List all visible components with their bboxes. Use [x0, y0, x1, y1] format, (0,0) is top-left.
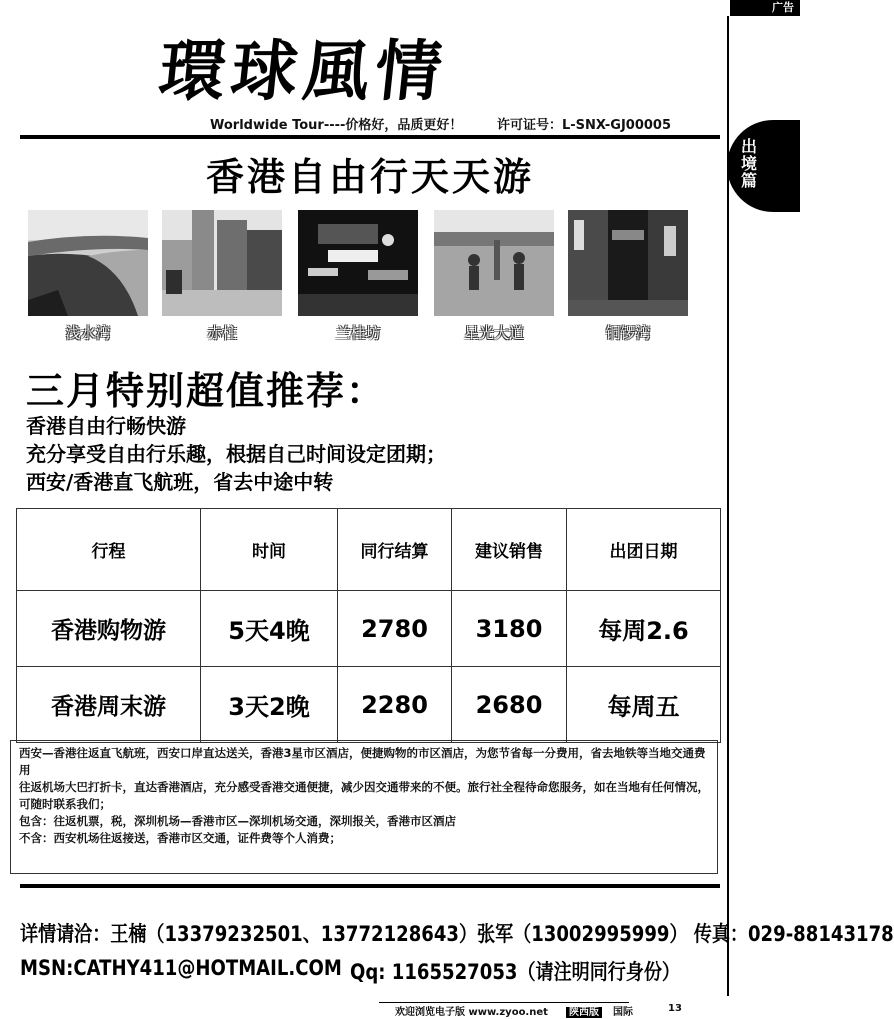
table-cell: 5天4晚: [201, 591, 338, 667]
edition-badge: 陕西版: [566, 1007, 602, 1018]
avenue-photo: [434, 210, 554, 316]
table-cell: 3180: [452, 591, 567, 667]
shopping-street-photo: [568, 210, 688, 316]
footer-section: 国际: [613, 1007, 633, 1018]
price-table: [16, 508, 721, 743]
table-cell: 2280: [338, 667, 452, 743]
column-header: 时间: [201, 509, 338, 591]
header-rule: [20, 135, 720, 139]
promo-title: 三月特别超值推荐：: [26, 369, 387, 413]
photo-caption: 兰桂坊: [335, 324, 381, 342]
page-number: 13: [668, 1003, 682, 1014]
table-cell: 2680: [452, 667, 567, 743]
photo-caption: 星光大道: [463, 324, 524, 342]
table-cell: 3天2晚: [201, 667, 338, 743]
table-cell: 每周五: [567, 667, 721, 743]
table-cell: 香港购物游: [17, 591, 201, 667]
contact-line: 详情请洽：王楠（13379232501、13772128643）张军（13002995999） 传真：029-88143178: [20, 922, 894, 946]
contact-rule: [20, 884, 720, 888]
table-cell: 2780: [338, 591, 452, 667]
street-photo: [162, 210, 282, 316]
promo-line: 香港自由行畅快游: [26, 414, 186, 438]
nightlife-photo: [298, 210, 418, 316]
photo-caption: 铜锣湾: [605, 324, 651, 342]
column-header: 建议销售: [452, 509, 567, 591]
table-header-row: [17, 509, 721, 591]
beach-photo: [28, 210, 148, 316]
ad-tag: 广告: [730, 0, 800, 16]
note-line: 往返机场大巴打折卡，直达香港酒店，充分感受香港交通便捷，减少因交通带来的不便。旅行社全程待命您服务，如在当地有任何情况，可随时联系我们；: [19, 780, 709, 811]
tour-notes: [10, 740, 718, 874]
note-line: 不含：西安机场往返接送，香港市区交通，证件费等个人消费；: [19, 831, 341, 845]
column-header: 行程: [17, 509, 201, 591]
license-number: 许可证号：L-SNX-GJ00005: [497, 118, 672, 133]
photo-caption: 浅水湾: [65, 324, 111, 342]
promo-line: 充分享受自由行乐趣，根据自己时间设定团期；: [26, 442, 446, 466]
table-row: [17, 667, 721, 743]
footer-edition-badge: [566, 1003, 602, 1019]
column-header: 同行结算: [338, 509, 452, 591]
photo-caption: 赤柱: [206, 324, 237, 342]
footer-site: 欢迎浏览电子版 www.zyoo.net: [395, 1007, 548, 1018]
column-header: 出团日期: [567, 509, 721, 591]
msn-contact: MSN:CATHY411@HOTMAIL.COM: [20, 956, 342, 980]
table-row: [17, 591, 721, 667]
qq-contact: Qq: 1165527053（请注明同行身份）: [350, 960, 680, 984]
table-cell: 每周2.6: [567, 591, 721, 667]
section-tab-label: 出境篇: [740, 137, 757, 190]
note-line: 西安—香港往返直飞航班，西安口岸直达送关，香港3星市区酒店，便捷购物的市区酒店，为您节省每一分费用，省去地铁等当地交通费用: [19, 746, 706, 777]
note-line: 包含：往返机票，税，深圳机场—香港市区—深圳机场交通，深圳报关，香港市区酒店: [19, 814, 456, 828]
headline: 香港自由行天天游: [205, 155, 534, 199]
slogan: Worldwide Tour----价格好，品质更好！: [210, 118, 463, 133]
promo-line: 西安/香港直飞航班，省去中途中转: [26, 470, 334, 494]
brand-title: 環球風情: [155, 32, 452, 110]
table-cell: 香港周末游: [17, 667, 201, 743]
